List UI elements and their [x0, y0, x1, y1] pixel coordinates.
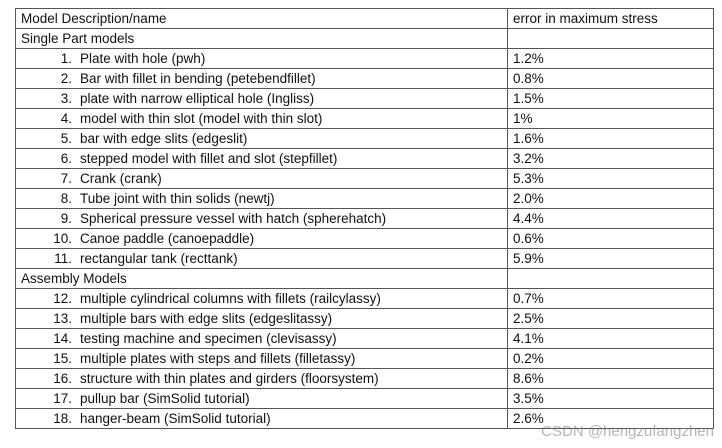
model-description: plate with narrow elliptical hole (Ingliss) — [80, 91, 315, 106]
row-number: 7. — [60, 171, 72, 186]
section-row — [16, 29, 714, 49]
row-number: 2. — [60, 71, 72, 86]
model-description: pullup bar (SimSolid tutorial) — [80, 391, 250, 406]
model-description-cell — [16, 109, 508, 129]
row-number: 14. — [53, 331, 72, 346]
table-row — [16, 169, 714, 189]
error-value: 4.1% — [508, 329, 714, 349]
error-value: 2.5% — [508, 309, 714, 329]
error-value: 3.5% — [508, 389, 714, 409]
table-row — [16, 249, 714, 269]
error-value: 0.7% — [508, 289, 714, 309]
model-description-cell — [16, 69, 508, 89]
table-row — [16, 309, 714, 329]
row-number: 10. — [53, 231, 72, 246]
error-value: 2.6% — [508, 409, 714, 429]
error-value: 1.2% — [508, 49, 714, 69]
error-value: 5.3% — [508, 169, 714, 189]
table-row — [16, 289, 714, 309]
row-number: 8. — [60, 191, 72, 206]
model-description-cell — [16, 369, 508, 389]
row-number: 17. — [53, 391, 72, 406]
error-value: 8.6% — [508, 369, 714, 389]
row-number: 4. — [60, 111, 72, 126]
model-description-cell — [16, 169, 508, 189]
header-row — [16, 9, 714, 29]
error-value: 2.0% — [508, 189, 714, 209]
model-description-cell — [16, 329, 508, 349]
table-row — [16, 149, 714, 169]
model-description: stepped model with fillet and slot (stepfillet) — [80, 151, 338, 166]
row-number: 3. — [60, 91, 72, 106]
section-empty-cell — [508, 29, 714, 49]
model-description: structure with thin plates and girders (floorsystem) — [80, 371, 379, 386]
table-row — [16, 49, 714, 69]
model-description-cell — [16, 289, 508, 309]
watermark: CSDN @hengzufangzhen — [541, 423, 714, 440]
model-description-cell — [16, 309, 508, 329]
row-number: 18. — [53, 411, 72, 426]
error-value: 4.4% — [508, 209, 714, 229]
model-description: hanger-beam (SimSolid tutorial) — [80, 411, 271, 426]
row-number: 6. — [60, 151, 72, 166]
table-row — [16, 209, 714, 229]
error-value: 0.8% — [508, 69, 714, 89]
row-number: 12. — [53, 291, 72, 306]
model-description: model with thin slot (model with thin slot) — [80, 111, 323, 126]
error-value: 0.2% — [508, 349, 714, 369]
model-description: multiple bars with edge slits (edgeslitassy) — [80, 311, 333, 326]
model-description-cell — [16, 409, 508, 429]
row-number: 9. — [60, 211, 72, 226]
model-description: testing machine and specimen (clevisassy) — [80, 331, 337, 346]
model-description: multiple plates with steps and fillets (filletassy) — [80, 351, 356, 366]
error-value: 1% — [508, 109, 714, 129]
error-value: 5.9% — [508, 249, 714, 269]
section-empty-cell — [508, 269, 714, 289]
model-description-cell — [16, 89, 508, 109]
table-row — [16, 109, 714, 129]
table-row — [16, 389, 714, 409]
model-description: Tube joint with thin solids (newtj) — [80, 191, 275, 206]
model-description-cell — [16, 209, 508, 229]
stress-error-table — [15, 8, 714, 429]
table-row — [16, 89, 714, 109]
header-error: error in maximum stress — [508, 9, 714, 29]
model-description: Plate with hole (pwh) — [80, 51, 206, 66]
error-value: 0.6% — [508, 229, 714, 249]
section-title: Single Part models — [16, 29, 508, 49]
model-description: multiple cylindrical columns with fillets (railcylassy) — [80, 291, 381, 306]
model-description-cell — [16, 129, 508, 149]
error-value: 1.6% — [508, 129, 714, 149]
error-value: 1.5% — [508, 89, 714, 109]
model-description-cell — [16, 349, 508, 369]
table-row — [16, 369, 714, 389]
error-value: 3.2% — [508, 149, 714, 169]
row-number: 13. — [53, 311, 72, 326]
row-number: 15. — [53, 351, 72, 366]
table-row — [16, 189, 714, 209]
table-row — [16, 349, 714, 369]
section-title: Assembly Models — [16, 269, 508, 289]
row-number: 16. — [53, 371, 72, 386]
model-description: Crank (crank) — [80, 171, 162, 186]
model-description: Canoe paddle (canoepaddle) — [80, 231, 255, 246]
table-row — [16, 329, 714, 349]
table-row — [16, 69, 714, 89]
model-description-cell — [16, 389, 508, 409]
row-number: 1. — [60, 51, 72, 66]
row-number: 5. — [60, 131, 72, 146]
model-description: bar with edge slits (edgeslit) — [80, 131, 248, 146]
model-description-cell — [16, 249, 508, 269]
model-description-cell — [16, 189, 508, 209]
model-description-cell — [16, 229, 508, 249]
model-description: Spherical pressure vessel with hatch (spherehatch) — [80, 211, 387, 226]
row-number: 11. — [54, 251, 72, 266]
model-description-cell — [16, 149, 508, 169]
model-description: rectangular tank (recttank) — [80, 251, 238, 266]
table-row — [16, 229, 714, 249]
model-description-cell — [16, 49, 508, 69]
table-row — [16, 129, 714, 149]
header-description: Model Description/name — [16, 9, 508, 29]
section-row — [16, 269, 714, 289]
model-description: Bar with fillet in bending (petebendfillet) — [80, 71, 316, 86]
